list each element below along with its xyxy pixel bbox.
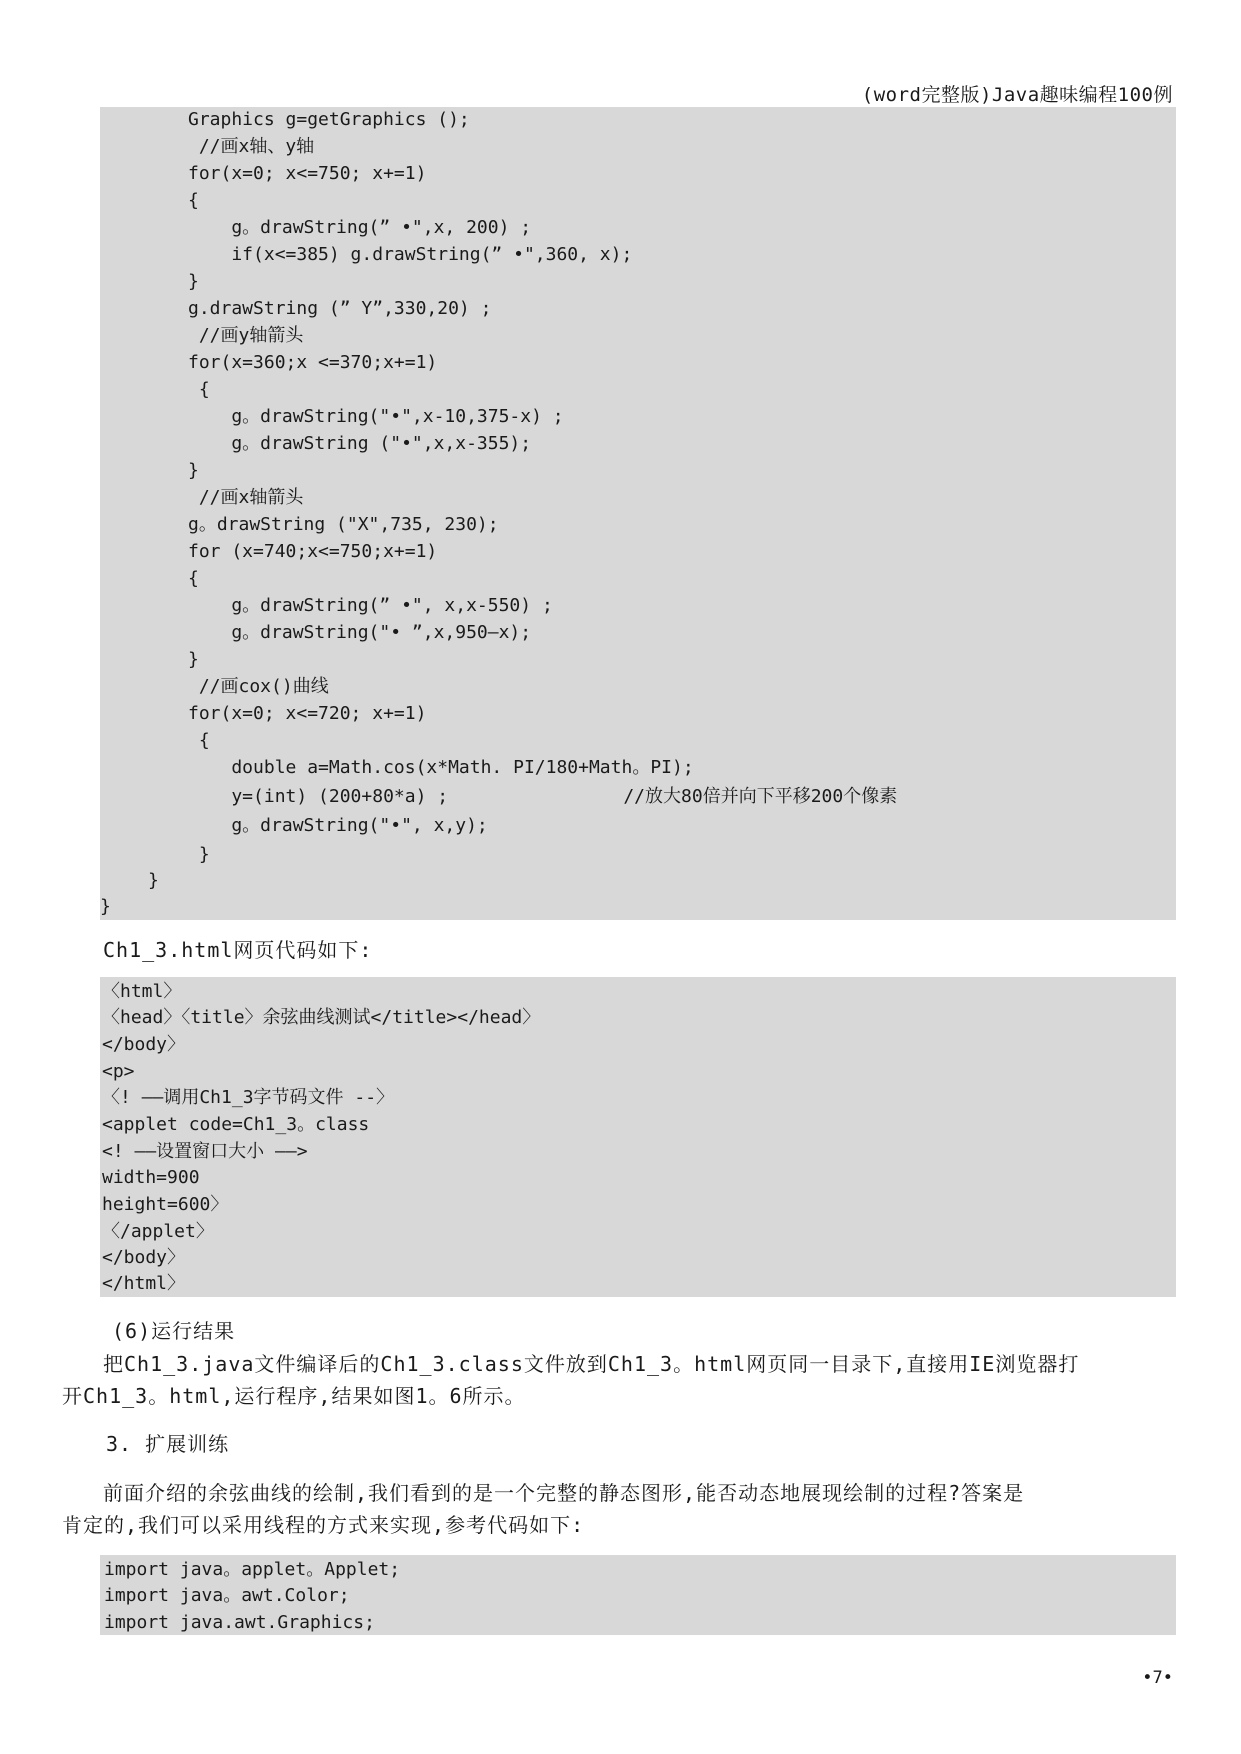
code-line: { bbox=[188, 730, 210, 751]
code-line: { bbox=[188, 190, 199, 211]
code-line: double a=Math.cos(x*Math. PI/180+Math。PI); bbox=[188, 757, 694, 778]
code-line: } bbox=[188, 844, 210, 865]
code-line: g。drawString ("•",x,x-355); bbox=[188, 433, 532, 454]
running-header: (word完整版)Java趣味编程100例 bbox=[861, 84, 1173, 106]
code-line: import java。awt.Color; bbox=[104, 1585, 350, 1606]
code-line: g.drawString (” Y”,330,20) ; bbox=[188, 298, 492, 319]
code-line: </body〉 bbox=[102, 1247, 186, 1268]
code-line: height=600〉 bbox=[102, 1194, 229, 1215]
code-line: if(x<=385) g.drawString(” •",360, x); bbox=[188, 244, 633, 265]
code-line: g。drawString(” •", x,x-550) ; bbox=[188, 595, 553, 616]
code-line: } bbox=[188, 460, 199, 481]
code-line: g。drawString("•", x,y); bbox=[188, 815, 488, 836]
paragraph-line: 肯定的,我们可以采用线程的方式来实现,参考代码如下: bbox=[62, 1513, 585, 1537]
code-line: 〈head〉〈title〉余弦曲线测试</title></head〉 bbox=[102, 1007, 541, 1028]
code-line: } bbox=[100, 896, 111, 917]
code-line: 〈html〉 bbox=[102, 981, 182, 1002]
page-number: •7• bbox=[1142, 1668, 1173, 1688]
code-line: import java.awt.Graphics; bbox=[104, 1612, 375, 1633]
section-heading-run-result: (6)运行结果 bbox=[112, 1319, 236, 1343]
code-line: for(x=360;x <=370;x+=1) bbox=[188, 352, 438, 373]
code-line: <applet code=Ch1_3。class bbox=[102, 1114, 370, 1135]
code-line: g。drawString("•",x-10,375-x) ; bbox=[188, 406, 564, 427]
code-line: y=(int) (200+80*a) ; bbox=[188, 786, 449, 807]
section-heading-extension: 3. 扩展训练 bbox=[106, 1432, 230, 1456]
paragraph-line: 把Ch1_3.java文件编译后的Ch1_3.class文件放到Ch1_3。html网页同一目录下,直接用IE浏览器打 bbox=[103, 1352, 1080, 1376]
code-line: { bbox=[188, 568, 199, 589]
paragraph-line: 前面介绍的余弦曲线的绘制,我们看到的是一个完整的静态图形,能否动态地展现绘制的过程?答案是 bbox=[103, 1481, 1025, 1505]
code-line: } bbox=[148, 870, 159, 891]
code-block-imports bbox=[100, 1555, 1176, 1635]
code-line: //画x轴、y轴 bbox=[188, 136, 315, 157]
paragraph-line: 开Ch1_3。html,运行程序,结果如图1。6所示。 bbox=[62, 1384, 526, 1408]
code-line: for(x=0; x<=750; x+=1) bbox=[188, 163, 427, 184]
code-line: <p> bbox=[102, 1061, 135, 1082]
code-line: 〈! ——调用Ch1_3字节码文件 --〉 bbox=[102, 1087, 395, 1108]
code-line: { bbox=[188, 379, 210, 400]
code-line: g。drawString(” •",x, 200) ; bbox=[188, 217, 532, 238]
code-comment: //放大80倍并向下平移200个像素 bbox=[580, 786, 898, 807]
code-line: //画y轴箭头 bbox=[188, 325, 304, 346]
code-line: } bbox=[188, 271, 199, 292]
code-line: g。drawString ("X",735, 230); bbox=[188, 514, 499, 535]
code-line: </body〉 bbox=[102, 1034, 186, 1055]
code-line: <! ——设置窗口大小 ——> bbox=[102, 1141, 308, 1162]
code-line: //画x轴箭头 bbox=[188, 487, 304, 508]
code-line: import java。applet。Applet; bbox=[104, 1559, 401, 1580]
code-line: </html〉 bbox=[102, 1273, 186, 1294]
code-line: 〈/applet〉 bbox=[102, 1221, 214, 1242]
code-line: //画cox()曲线 bbox=[188, 676, 329, 697]
code-line: for(x=0; x<=720; x+=1) bbox=[188, 703, 427, 724]
code-line: for (x=740;x<=750;x+=1) bbox=[188, 541, 438, 562]
intro-html-sentence: Ch1_3.html网页代码如下: bbox=[103, 938, 373, 962]
code-line: } bbox=[188, 649, 199, 670]
code-line: g。drawString("• ”,x,950—x); bbox=[188, 622, 532, 643]
code-block-html bbox=[100, 977, 1176, 1297]
code-line: Graphics g=getGraphics (); bbox=[188, 109, 470, 130]
code-block-java bbox=[100, 107, 1176, 920]
code-line: width=900 bbox=[102, 1167, 200, 1188]
